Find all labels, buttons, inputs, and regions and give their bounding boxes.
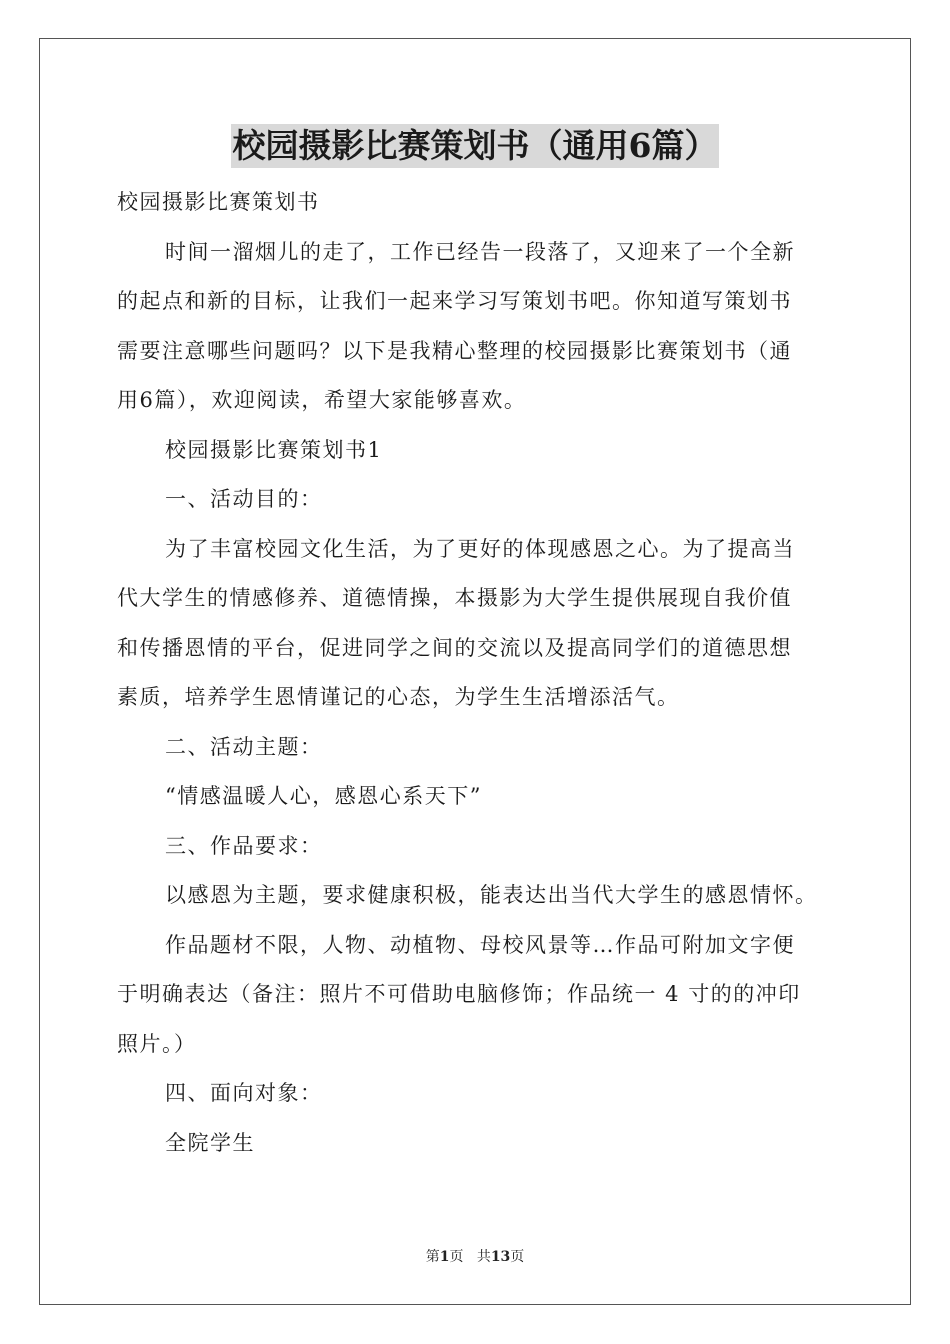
paragraph-line: 的起点和新的目标，让我们一起来学习写策划书吧。你知道写策划书 [117, 289, 792, 313]
page-suffix: 页 [449, 1249, 464, 1265]
paragraph-line: 以感恩为主题，要求健康积极，能表达出当代大学生的感恩情怀。 [165, 883, 818, 907]
paragraph-line: 用6篇），欢迎阅读，希望大家能够喜欢。 [117, 388, 527, 412]
paragraph-line: 代大学生的情感修养、道德情操，本摄影为大学生提供展现自我价值 [117, 586, 792, 610]
page-current: 1 [439, 1249, 450, 1265]
section-heading: 校园摄影比赛策划书1 [165, 437, 383, 462]
document-title: 校园摄影比赛策划书（通用6篇） [231, 124, 720, 168]
document-body [117, 178, 837, 1168]
paragraph-line: 于明确表达（备注：照片不可借助电脑修饰；作品统一 4 寸的的冲印 [117, 982, 801, 1006]
page-total: 13 [490, 1249, 511, 1265]
paragraph-line: 全院学生 [165, 1130, 255, 1155]
total-prefix: 共 [476, 1249, 491, 1265]
title-container [0, 124, 950, 168]
section-heading: 二、活动主题： [165, 734, 323, 759]
page-prefix: 第 [425, 1249, 440, 1265]
paragraph-line: 时间一溜烟儿的走了，工作已经告一段落了，又迎来了一个全新 [165, 239, 795, 264]
paragraph-line: 需要注意哪些问题吗？以下是我精心整理的校园摄影比赛策划书（通 [117, 338, 792, 363]
paragraph-line: 照片。） [117, 1031, 197, 1056]
section-heading: 三、作品要求： [165, 833, 323, 858]
paragraph-line: 作品题材不限，人物、动植物、母校风景等…作品可附加文字便 [165, 932, 795, 957]
paragraph-line: 素质，培养学生恩情谨记的心态，为学生生活增添活气。 [117, 685, 680, 709]
section-heading: 一、活动目的： [165, 487, 323, 511]
paragraph-line: 和传播恩情的平台，促进同学之间的交流以及提高同学们的道德思想 [117, 635, 792, 660]
section-heading: 四、面向对象： [165, 1081, 323, 1105]
paragraph-line: “情感温暖人心，感恩心系天下” [165, 784, 482, 808]
page-footer [0, 1247, 950, 1267]
paragraph-line: 为了丰富校园文化生活，为了更好的体现感恩之心。为了提高当 [165, 536, 795, 561]
total-suffix: 页 [510, 1249, 525, 1265]
document-subtitle: 校园摄影比赛策划书 [117, 190, 320, 214]
